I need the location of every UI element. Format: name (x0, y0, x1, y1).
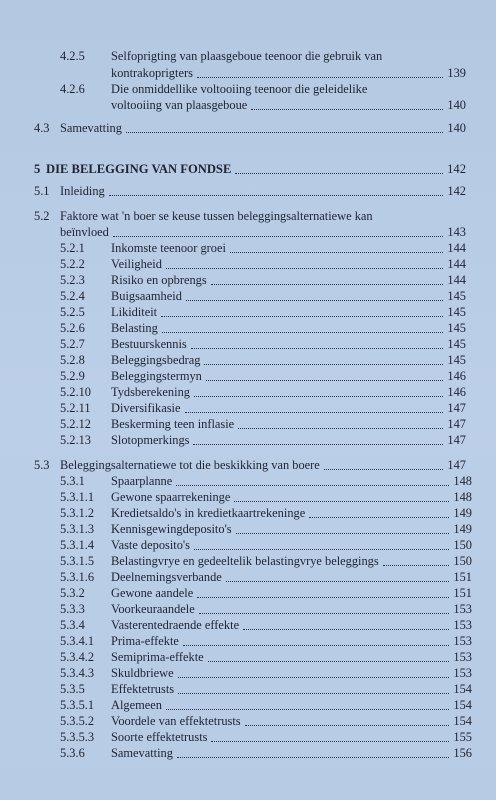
toc-title: Semiprima-effekte (111, 650, 204, 664)
toc-page-number: 146 (447, 385, 466, 399)
dot-leader (183, 644, 450, 646)
toc-title: Inleiding (60, 184, 105, 198)
dot-leader (113, 235, 444, 237)
toc-number: 5.3.6 (60, 746, 85, 760)
toc-page-number: 144 (447, 273, 466, 287)
dot-leader (211, 740, 449, 742)
dot-leader (185, 411, 444, 413)
toc-page-number: 147 (447, 458, 466, 472)
toc-title: Gewone spaarrekeninge (111, 490, 231, 504)
toc-title: Beleggingstermyn (111, 369, 202, 383)
toc-title: Veiligheid (111, 257, 162, 271)
toc-entry (60, 81, 466, 98)
toc-entry (60, 304, 466, 321)
toc-entry (60, 649, 472, 666)
toc-title: Effektetrusts (111, 682, 175, 696)
toc-title: Faktore wat 'n boer se keuse tussen beleggingsalternatiewe kan (60, 209, 373, 223)
toc-page-number: 154 (453, 698, 472, 712)
toc-number: 4.2.6 (60, 82, 85, 96)
toc-page-number: 155 (453, 730, 472, 744)
toc-page-number: 153 (453, 650, 472, 664)
toc-title: Slotopmerkings (111, 433, 190, 447)
toc-entry (60, 489, 472, 506)
dot-leader (245, 724, 450, 726)
toc-entry (60, 585, 472, 602)
dot-leader (235, 172, 443, 174)
toc-entry (34, 120, 466, 137)
toc-entry (60, 240, 466, 257)
dot-leader (178, 676, 450, 678)
dot-leader (162, 331, 444, 333)
toc-number: 5.3.5.2 (60, 714, 95, 728)
toc-number: 5.3.1.6 (60, 570, 95, 584)
toc-number: 5.2.2 (60, 257, 85, 271)
toc-page-number: 144 (447, 257, 466, 271)
toc-title: Soorte effektetrusts (111, 730, 208, 744)
dot-leader (238, 427, 443, 429)
toc-title: Bestuurskennis (111, 337, 187, 351)
toc-number: 5.2 (34, 209, 50, 223)
toc-entry (34, 208, 466, 225)
toc-page-number: 139 (447, 66, 466, 80)
toc-entry (60, 537, 472, 554)
toc-number: 5.3.4.1 (60, 634, 95, 648)
dot-leader (194, 395, 443, 397)
toc-number: 5.2.7 (60, 337, 85, 351)
toc-number: 5.3.4.3 (60, 666, 95, 680)
toc-title: Samevatting (60, 121, 122, 135)
toc-page-number: 148 (453, 490, 472, 504)
toc-entry (60, 697, 472, 714)
toc-page-number: 145 (447, 305, 466, 319)
toc-entry-continuation (60, 224, 466, 241)
dot-leader (166, 267, 443, 269)
toc-number: 5.1 (34, 184, 50, 198)
toc-number: 5.3.1.4 (60, 538, 95, 552)
toc-page-number: 145 (447, 321, 466, 335)
toc-page-number: 153 (453, 618, 472, 632)
toc-number: 5.3.5 (60, 682, 85, 696)
toc-number: 5.3.5.1 (60, 698, 95, 712)
toc-title: Tydsberekening (111, 385, 190, 399)
dot-leader (251, 108, 443, 110)
toc-entry (60, 681, 472, 698)
toc-page-number: 147 (447, 433, 466, 447)
toc-page-number: 153 (453, 602, 472, 616)
toc-number: 5.3.1.5 (60, 554, 95, 568)
dot-leader (186, 299, 444, 301)
dot-leader (324, 468, 444, 470)
toc-page-number: 153 (453, 634, 472, 648)
dot-leader (208, 660, 450, 662)
dot-leader (109, 194, 444, 196)
dot-leader (197, 76, 444, 78)
toc-number: 5.3.3 (60, 602, 85, 616)
toc-page-number: 144 (447, 241, 466, 255)
toc-number: 5 (34, 162, 41, 176)
toc-number: 5.2.3 (60, 273, 85, 287)
dot-leader (230, 251, 443, 253)
toc-page-number: 145 (447, 289, 466, 303)
toc-title: Deelnemingsverbande (111, 570, 222, 584)
toc-entry-continuation (111, 65, 466, 82)
toc-title: Beleggingsalternatiewe tot die beskikking van boere (60, 458, 320, 472)
toc-number: 5.3.5.3 (60, 730, 95, 744)
toc-entry (60, 713, 472, 730)
dot-leader (204, 363, 443, 365)
toc-title: voltooiing van plaasgeboue (111, 98, 248, 112)
toc-number: 5.2.1 (60, 241, 85, 255)
dot-leader (176, 484, 449, 486)
toc-page-number: 145 (447, 337, 466, 351)
toc-page-number: 143 (447, 225, 466, 239)
dot-leader (126, 131, 443, 133)
dot-leader (193, 443, 443, 445)
toc-title: Gewone aandele (111, 586, 194, 600)
toc-entry (60, 665, 472, 682)
toc-page-number: 154 (453, 682, 472, 696)
toc-entry (60, 473, 472, 490)
toc-page-number: 147 (447, 401, 466, 415)
toc-entry (60, 400, 466, 417)
toc-entry (60, 272, 466, 289)
toc-chapter-entry (34, 161, 466, 178)
toc-page-number: 147 (447, 417, 466, 431)
toc-page-number: 142 (447, 162, 466, 176)
toc-page-number: 142 (447, 184, 466, 198)
toc-entry (60, 633, 472, 650)
toc-entry (60, 288, 466, 305)
toc-entry (60, 729, 472, 746)
dot-leader (206, 379, 444, 381)
toc-page-number: 154 (453, 714, 472, 728)
toc-title: Beskerming teen inflasie (111, 417, 235, 431)
toc-title: Risiko en opbrengs (111, 273, 207, 287)
toc-title: Buigsaamheid (111, 289, 182, 303)
toc-number: 5.3.1 (60, 474, 85, 488)
toc-entry (60, 336, 466, 353)
dot-leader (178, 692, 449, 694)
toc-title: Samevatting (111, 746, 173, 760)
toc-title: Diversifikasie (111, 401, 181, 415)
toc-entry-continuation (111, 97, 466, 114)
toc-title: Voordele van effektetrusts (111, 714, 241, 728)
toc-page-number: 150 (453, 538, 472, 552)
toc-number: 5.2.10 (60, 385, 91, 399)
dot-leader (194, 548, 449, 550)
toc-page-number: 156 (453, 746, 472, 760)
dot-leader (234, 500, 449, 502)
toc-entry (60, 48, 466, 65)
dot-leader (243, 628, 449, 630)
toc-entry (60, 569, 472, 586)
toc-page-number: 140 (447, 121, 466, 135)
toc-entry (60, 745, 472, 762)
toc-number: 5.3.1.3 (60, 522, 95, 536)
dot-leader (197, 596, 449, 598)
toc-number: 5.2.8 (60, 353, 85, 367)
toc-entry (60, 521, 472, 538)
toc-number: 5.3.2 (60, 586, 85, 600)
toc-title: Voorkeuraandele (111, 602, 195, 616)
toc-number: 5.3.1.2 (60, 506, 95, 520)
toc-number: 5.2.11 (60, 401, 91, 415)
toc-title: Belastingvrye en gedeeltelik belastingvrye beleggings (111, 554, 379, 568)
toc-title: Kennisgewingdeposito's (111, 522, 232, 536)
toc-entry (60, 505, 472, 522)
dot-leader (226, 580, 450, 582)
dot-leader (211, 283, 444, 285)
toc-number: 5.2.13 (60, 433, 91, 447)
dot-leader (383, 564, 450, 566)
toc-page-number: 149 (453, 506, 472, 520)
toc-title: Belasting (111, 321, 158, 335)
dot-leader (199, 612, 450, 614)
toc-number: 4.2.5 (60, 49, 85, 63)
dot-leader (177, 756, 449, 758)
toc-page-number: 151 (453, 570, 472, 584)
dot-leader (166, 708, 449, 710)
toc-title: kontrakoprigters (111, 66, 193, 80)
toc-title: DIE BELEGGING VAN FONDSE (46, 162, 232, 176)
toc-title: Vaste deposito's (111, 538, 190, 552)
toc-title: Spaarplanne (111, 474, 173, 488)
dot-leader (191, 347, 444, 349)
toc-entry (60, 416, 466, 433)
toc-page-number: 145 (447, 353, 466, 367)
toc-page-number: 148 (453, 474, 472, 488)
toc-page-number: 149 (453, 522, 472, 536)
toc-entry (60, 432, 466, 449)
toc-number: 5.3.4.2 (60, 650, 95, 664)
toc-entry (60, 320, 466, 337)
toc-page-number: 146 (447, 369, 466, 383)
toc-entry (60, 617, 472, 634)
toc-number: 5.2.12 (60, 417, 91, 431)
toc-title: Vasterentedraende effekte (111, 618, 240, 632)
toc-entry (60, 256, 466, 273)
toc-title: Inkomste teenoor groei (111, 241, 226, 255)
toc-number: 5.2.6 (60, 321, 85, 335)
toc-number: 5.2.5 (60, 305, 85, 319)
toc-entry (34, 183, 466, 200)
dot-leader (236, 532, 450, 534)
toc-entry (60, 352, 466, 369)
toc-entry (60, 553, 472, 570)
toc-page-number: 140 (447, 98, 466, 112)
toc-number: 5.2.4 (60, 289, 85, 303)
dot-leader (309, 516, 449, 518)
toc-title: Beleggingsbedrag (111, 353, 201, 367)
toc-number: 5.2.9 (60, 369, 85, 383)
toc-entry (60, 368, 466, 385)
toc-number: 5.3.1.1 (60, 490, 95, 504)
toc-title: beïnvloed (60, 225, 109, 239)
dot-leader (161, 315, 443, 317)
toc-title: Selfoprigting van plaasgeboue teenoor die gebruik van (111, 49, 383, 63)
toc-title: Likiditeit (111, 305, 158, 319)
toc-entry (60, 384, 466, 401)
toc-number: 5.3.4 (60, 618, 85, 632)
toc-number: 4.3 (34, 121, 50, 135)
toc-title: Die onmiddellike voltooiing teenoor die geleidelike (111, 82, 368, 96)
toc-page-number: 150 (453, 554, 472, 568)
toc-title: Algemeen (111, 698, 162, 712)
toc-page-number: 153 (453, 666, 472, 680)
toc-entry (34, 457, 466, 474)
toc-title: Prima-effekte (111, 634, 179, 648)
toc-page-number: 151 (453, 586, 472, 600)
toc-title: Kredietsaldo's in kredietkaartrekeninge (111, 506, 306, 520)
toc-title: Skuldbriewe (111, 666, 174, 680)
toc-number: 5.3 (34, 458, 50, 472)
toc-entry (60, 601, 472, 618)
